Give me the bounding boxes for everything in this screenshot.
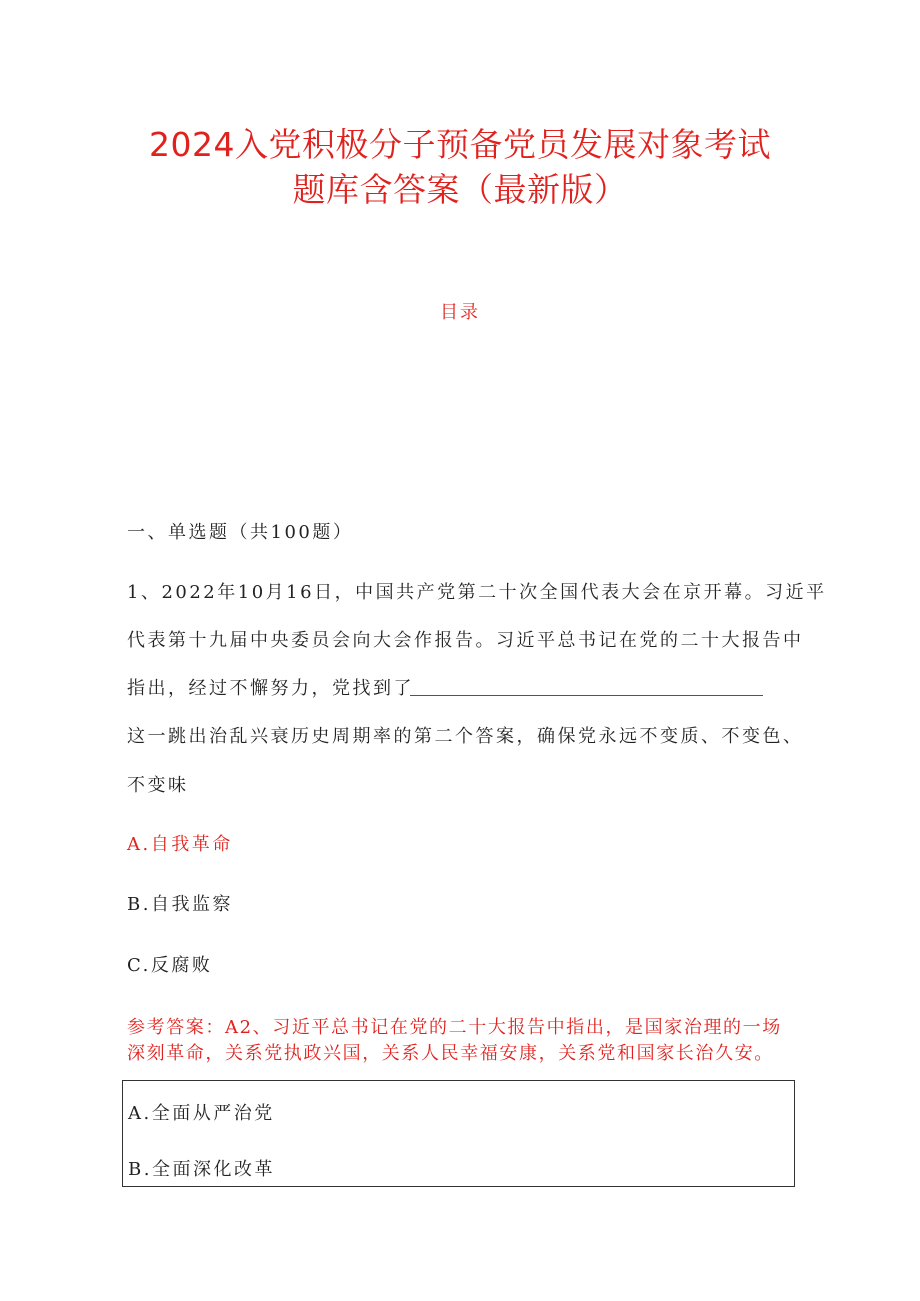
option-b: B.自我监察 — [127, 894, 233, 915]
option-c: C.反腐败 — [127, 955, 213, 976]
answer-line: 深刻革命，关系党执政兴国，关系人民幸福安康，关系党和国家长治久安。 — [127, 1043, 774, 1064]
reference-answer — [127, 1015, 817, 1067]
question-text-line: 指出，经过不懈努力，党找到了 — [127, 678, 414, 699]
section-heading: 一、单选题（共100题） — [127, 522, 354, 543]
fill-in-blank-line — [410, 695, 763, 696]
question-2-options-box — [122, 1080, 795, 1187]
option-b: B.全面深化改革 — [128, 1159, 275, 1180]
document-title-line-1: 2024入党积极分子预备党员发展对象考试 — [149, 125, 771, 164]
question-text-line: 1、2022年10月16日，中国共产党第二十次全国代表大会在京开幕。习近平 — [127, 582, 827, 603]
answer-line: 参考答案：A2、习近平总书记在党的二十大报告中指出，是国家治理的一场 — [127, 1017, 782, 1038]
question-text-line: 不变味 — [127, 775, 189, 796]
table-of-contents-heading: 目录 — [440, 302, 480, 323]
option-a: A.全面从严治党 — [128, 1103, 275, 1124]
question-text-line: 代表第十九届中央委员会向大会作报告。习近平总书记在党的二十大报告中 — [127, 630, 804, 651]
document-title-line-2: 题库含答案（最新版） — [292, 170, 628, 209]
question-text-line: 这一跳出治乱兴衰历史周期率的第二个答案，确保党永远不变质、不变色、 — [127, 726, 804, 747]
option-a: A.自我革命 — [127, 834, 233, 855]
